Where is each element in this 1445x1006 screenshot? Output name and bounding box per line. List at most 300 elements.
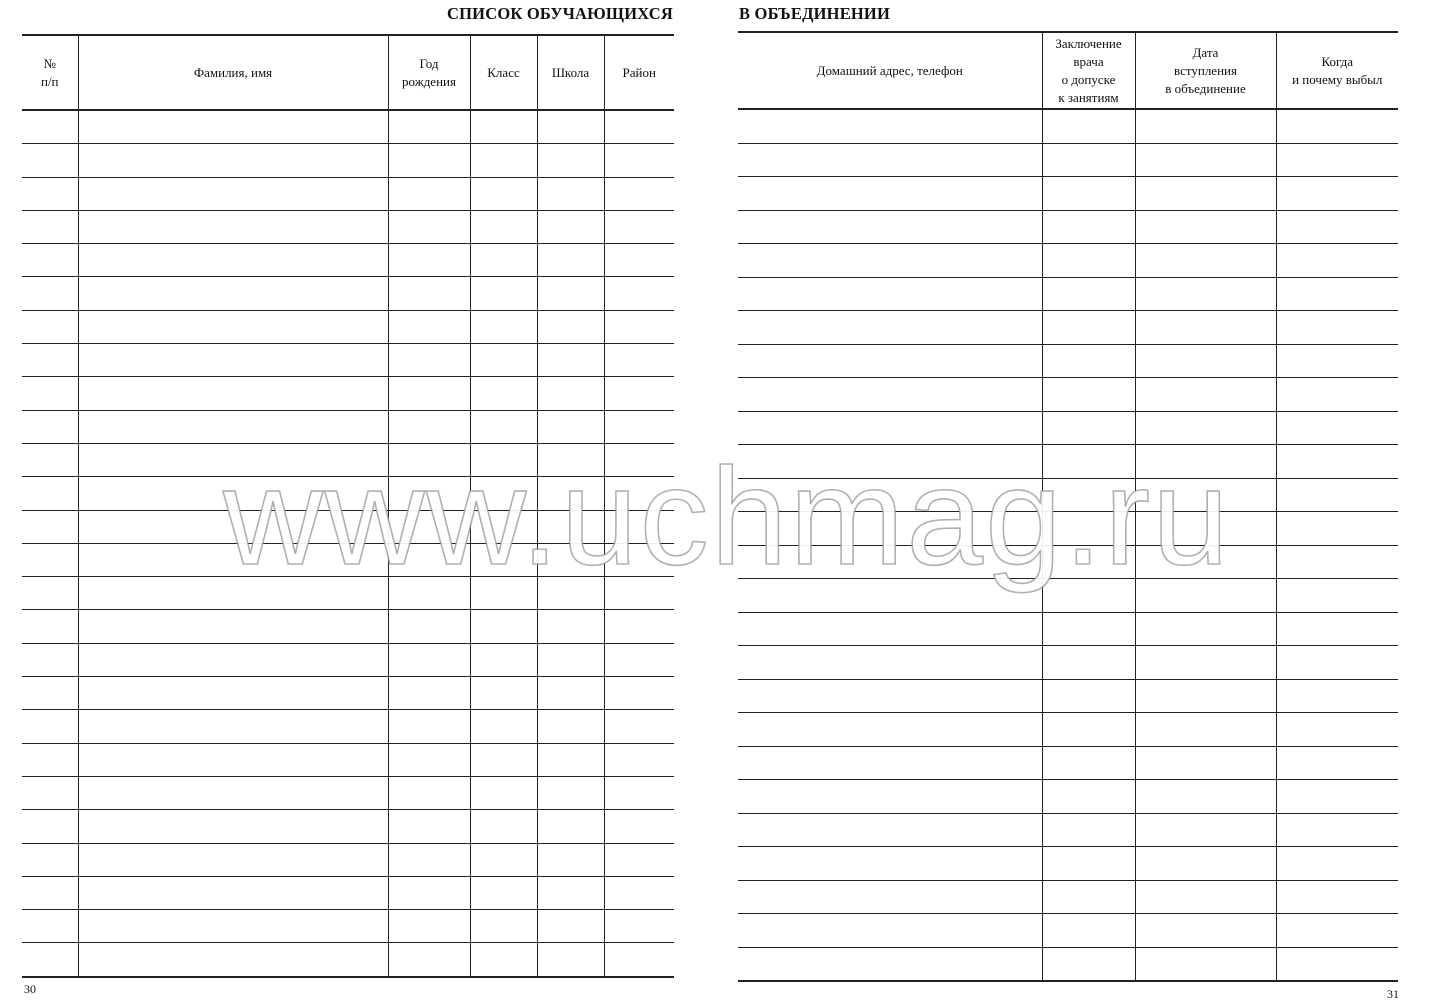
cell-class: [470, 943, 537, 977]
cell-district: [604, 510, 674, 543]
cell-school: [537, 643, 604, 676]
cell-district: [604, 144, 674, 177]
table-row: [22, 943, 674, 977]
cell-name: [78, 776, 388, 809]
table-row: [22, 244, 674, 277]
cell-class: [470, 277, 537, 310]
table-row: [738, 813, 1398, 847]
cell-doctor: [1042, 344, 1135, 378]
table-row: [22, 110, 674, 144]
table-row: [738, 177, 1398, 211]
right-page: [700, 0, 1445, 1006]
table-row: [738, 244, 1398, 278]
cell-district: [604, 677, 674, 710]
cell-name: [78, 810, 388, 843]
cell-doctor: [1042, 177, 1135, 211]
cell-num: [22, 244, 78, 277]
cell-birth-year: [388, 443, 470, 476]
cell-birth-year: [388, 144, 470, 177]
cell-join-date: [1135, 109, 1276, 143]
table-header-row: [738, 32, 1398, 109]
cell-name: [78, 643, 388, 676]
cell-num: [22, 577, 78, 610]
cell-num: [22, 210, 78, 243]
page-title-left: СПИСОК ОБУЧАЮЩИХСЯ: [447, 4, 673, 23]
cell-left-reason: [1276, 679, 1398, 713]
cell-district: [604, 344, 674, 377]
cell-class: [470, 510, 537, 543]
cell-class: [470, 710, 537, 743]
cell-doctor: [1042, 277, 1135, 311]
cell-join-date: [1135, 679, 1276, 713]
table-row: [738, 478, 1398, 512]
cell-doctor: [1042, 612, 1135, 646]
cell-class: [470, 110, 537, 144]
cell-address: [738, 512, 1042, 546]
cell-address: [738, 210, 1042, 244]
cell-school: [537, 910, 604, 943]
cell-doctor: [1042, 880, 1135, 914]
table-row: [738, 713, 1398, 747]
cell-class: [470, 843, 537, 876]
cell-join-date: [1135, 277, 1276, 311]
cell-class: [470, 643, 537, 676]
table-row: [22, 344, 674, 377]
cell-doctor: [1042, 713, 1135, 747]
cell-birth-year: [388, 876, 470, 909]
cell-class: [470, 677, 537, 710]
cell-left-reason: [1276, 713, 1398, 747]
table-row: [22, 310, 674, 343]
cell-district: [604, 643, 674, 676]
cell-class: [470, 477, 537, 510]
table-row: [738, 646, 1398, 680]
cell-address: [738, 378, 1042, 412]
table-row: [22, 177, 674, 210]
cell-district: [604, 543, 674, 576]
cell-class: [470, 577, 537, 610]
col-header-school: Школа: [537, 35, 604, 110]
cell-school: [537, 677, 604, 710]
cell-name: [78, 710, 388, 743]
cell-class: [470, 610, 537, 643]
cell-school: [537, 843, 604, 876]
cell-join-date: [1135, 579, 1276, 613]
cell-birth-year: [388, 743, 470, 776]
cell-name: [78, 443, 388, 476]
cell-birth-year: [388, 477, 470, 510]
cell-birth-year: [388, 776, 470, 809]
cell-school: [537, 510, 604, 543]
cell-name: [78, 177, 388, 210]
cell-num: [22, 377, 78, 410]
col-header-num: № п/п: [22, 35, 78, 110]
cell-address: [738, 579, 1042, 613]
cell-district: [604, 876, 674, 909]
page-title-right: В ОБЪЕДИНЕНИИ: [739, 4, 891, 23]
table-row: [738, 914, 1398, 948]
table-row: [738, 378, 1398, 412]
cell-class: [470, 310, 537, 343]
cell-district: [604, 776, 674, 809]
cell-birth-year: [388, 910, 470, 943]
cell-class: [470, 876, 537, 909]
cell-doctor: [1042, 210, 1135, 244]
cell-birth-year: [388, 643, 470, 676]
cell-num: [22, 177, 78, 210]
cell-name: [78, 377, 388, 410]
cell-num: [22, 110, 78, 144]
table-row: [738, 880, 1398, 914]
cell-address: [738, 545, 1042, 579]
cell-left-reason: [1276, 210, 1398, 244]
cell-birth-year: [388, 344, 470, 377]
cell-name: [78, 344, 388, 377]
cell-num: [22, 843, 78, 876]
cell-birth-year: [388, 677, 470, 710]
table-row: [22, 876, 674, 909]
cell-school: [537, 244, 604, 277]
cell-left-reason: [1276, 344, 1398, 378]
table-row: [22, 543, 674, 576]
cell-address: [738, 109, 1042, 143]
table-row: [738, 947, 1398, 981]
table-row: [738, 109, 1398, 143]
page-number-right: 31: [1387, 987, 1399, 1001]
cell-name: [78, 910, 388, 943]
cell-join-date: [1135, 914, 1276, 948]
cell-school: [537, 776, 604, 809]
col-header-district: Район: [604, 35, 674, 110]
cell-address: [738, 646, 1042, 680]
cell-doctor: [1042, 311, 1135, 345]
cell-address: [738, 813, 1042, 847]
table-row: [22, 443, 674, 476]
table-row: [22, 210, 674, 243]
cell-join-date: [1135, 813, 1276, 847]
cell-name: [78, 410, 388, 443]
cell-address: [738, 411, 1042, 445]
cell-num: [22, 543, 78, 576]
cell-school: [537, 144, 604, 177]
table-row: [738, 679, 1398, 713]
cell-left-reason: [1276, 512, 1398, 546]
table-row: [22, 910, 674, 943]
table-row: [738, 545, 1398, 579]
table-row: [22, 510, 674, 543]
table-row: [738, 311, 1398, 345]
cell-address: [738, 780, 1042, 814]
cell-left-reason: [1276, 244, 1398, 278]
cell-left-reason: [1276, 177, 1398, 211]
cell-join-date: [1135, 847, 1276, 881]
cell-join-date: [1135, 545, 1276, 579]
table-row: [22, 677, 674, 710]
cell-school: [537, 277, 604, 310]
col-header-join-date: Дата вступления в объединение: [1135, 32, 1276, 109]
cell-doctor: [1042, 143, 1135, 177]
cell-class: [470, 776, 537, 809]
table-row: [22, 843, 674, 876]
cell-name: [78, 277, 388, 310]
cell-birth-year: [388, 244, 470, 277]
cell-birth-year: [388, 943, 470, 977]
cell-num: [22, 677, 78, 710]
col-header-class: Класс: [470, 35, 537, 110]
students-table-left: [22, 34, 674, 978]
cell-left-reason: [1276, 813, 1398, 847]
cell-left-reason: [1276, 109, 1398, 143]
cell-school: [537, 543, 604, 576]
cell-school: [537, 610, 604, 643]
cell-class: [470, 244, 537, 277]
cell-school: [537, 876, 604, 909]
cell-join-date: [1135, 478, 1276, 512]
cell-birth-year: [388, 177, 470, 210]
cell-join-date: [1135, 244, 1276, 278]
cell-left-reason: [1276, 612, 1398, 646]
table-row: [738, 746, 1398, 780]
cell-school: [537, 344, 604, 377]
table-row: [22, 144, 674, 177]
cell-class: [470, 910, 537, 943]
cell-join-date: [1135, 646, 1276, 680]
cell-join-date: [1135, 612, 1276, 646]
students-table-right: [738, 31, 1398, 982]
col-header-left-reason: Когда и почему выбыл: [1276, 32, 1398, 109]
cell-class: [470, 743, 537, 776]
cell-school: [537, 310, 604, 343]
cell-join-date: [1135, 177, 1276, 211]
cell-address: [738, 244, 1042, 278]
table-row: [22, 277, 674, 310]
cell-doctor: [1042, 445, 1135, 479]
cell-birth-year: [388, 610, 470, 643]
cell-address: [738, 713, 1042, 747]
cell-left-reason: [1276, 545, 1398, 579]
cell-doctor: [1042, 545, 1135, 579]
cell-left-reason: [1276, 780, 1398, 814]
table-row: [738, 210, 1398, 244]
cell-class: [470, 144, 537, 177]
table-row: [738, 445, 1398, 479]
cell-join-date: [1135, 311, 1276, 345]
cell-left-reason: [1276, 311, 1398, 345]
col-header-address: Домашний адрес, телефон: [738, 32, 1042, 109]
cell-district: [604, 210, 674, 243]
cell-num: [22, 610, 78, 643]
table-row: [738, 780, 1398, 814]
cell-name: [78, 477, 388, 510]
cell-left-reason: [1276, 646, 1398, 680]
cell-school: [537, 477, 604, 510]
cell-join-date: [1135, 512, 1276, 546]
cell-birth-year: [388, 710, 470, 743]
cell-address: [738, 344, 1042, 378]
cell-name: [78, 543, 388, 576]
cell-join-date: [1135, 378, 1276, 412]
cell-left-reason: [1276, 478, 1398, 512]
cell-left-reason: [1276, 411, 1398, 445]
cell-doctor: [1042, 378, 1135, 412]
cell-school: [537, 943, 604, 977]
cell-name: [78, 943, 388, 977]
cell-join-date: [1135, 780, 1276, 814]
cell-school: [537, 577, 604, 610]
cell-school: [537, 410, 604, 443]
cell-join-date: [1135, 947, 1276, 981]
cell-join-date: [1135, 411, 1276, 445]
cell-name: [78, 677, 388, 710]
cell-num: [22, 410, 78, 443]
table-row: [22, 577, 674, 610]
cell-num: [22, 776, 78, 809]
cell-address: [738, 746, 1042, 780]
cell-num: [22, 943, 78, 977]
cell-address: [738, 847, 1042, 881]
cell-address: [738, 478, 1042, 512]
cell-left-reason: [1276, 579, 1398, 613]
cell-district: [604, 710, 674, 743]
table-row: [738, 277, 1398, 311]
cell-left-reason: [1276, 445, 1398, 479]
cell-birth-year: [388, 510, 470, 543]
cell-join-date: [1135, 344, 1276, 378]
cell-birth-year: [388, 543, 470, 576]
cell-join-date: [1135, 445, 1276, 479]
cell-name: [78, 110, 388, 144]
cell-doctor: [1042, 947, 1135, 981]
cell-name: [78, 610, 388, 643]
cell-join-date: [1135, 746, 1276, 780]
cell-class: [470, 810, 537, 843]
cell-district: [604, 277, 674, 310]
cell-left-reason: [1276, 947, 1398, 981]
cell-district: [604, 443, 674, 476]
cell-district: [604, 577, 674, 610]
cell-name: [78, 510, 388, 543]
table-row: [22, 643, 674, 676]
col-header-birth-year: Год рождения: [388, 35, 470, 110]
cell-num: [22, 144, 78, 177]
cell-num: [22, 477, 78, 510]
table-row: [738, 344, 1398, 378]
cell-num: [22, 743, 78, 776]
cell-school: [537, 210, 604, 243]
cell-num: [22, 443, 78, 476]
cell-birth-year: [388, 577, 470, 610]
table-row: [22, 477, 674, 510]
cell-address: [738, 143, 1042, 177]
cell-district: [604, 110, 674, 144]
cell-class: [470, 410, 537, 443]
cell-school: [537, 443, 604, 476]
cell-left-reason: [1276, 143, 1398, 177]
cell-school: [537, 377, 604, 410]
cell-doctor: [1042, 813, 1135, 847]
table-row: [22, 610, 674, 643]
cell-birth-year: [388, 210, 470, 243]
cell-name: [78, 144, 388, 177]
col-header-doctor: Заключение врача о допуске к занятиям: [1042, 32, 1135, 109]
cell-left-reason: [1276, 914, 1398, 948]
cell-address: [738, 177, 1042, 211]
table-row: [738, 411, 1398, 445]
cell-address: [738, 445, 1042, 479]
cell-num: [22, 876, 78, 909]
cell-join-date: [1135, 210, 1276, 244]
cell-num: [22, 344, 78, 377]
cell-doctor: [1042, 244, 1135, 278]
cell-address: [738, 277, 1042, 311]
watermark: www.uchmag.ru: [223, 440, 1231, 594]
cell-name: [78, 876, 388, 909]
cell-join-date: [1135, 713, 1276, 747]
cell-birth-year: [388, 310, 470, 343]
cell-name: [78, 843, 388, 876]
cell-district: [604, 943, 674, 977]
table-row: [738, 512, 1398, 546]
cell-left-reason: [1276, 746, 1398, 780]
cell-num: [22, 710, 78, 743]
table-row: [22, 776, 674, 809]
cell-left-reason: [1276, 378, 1398, 412]
cell-school: [537, 810, 604, 843]
cell-school: [537, 110, 604, 144]
table-row: [738, 143, 1398, 177]
cell-doctor: [1042, 679, 1135, 713]
cell-class: [470, 377, 537, 410]
table-row: [22, 377, 674, 410]
cell-num: [22, 643, 78, 676]
cell-join-date: [1135, 143, 1276, 177]
table-row: [738, 612, 1398, 646]
cell-district: [604, 377, 674, 410]
table-row: [22, 710, 674, 743]
cell-address: [738, 880, 1042, 914]
table-row: [738, 847, 1398, 881]
cell-district: [604, 410, 674, 443]
cell-class: [470, 344, 537, 377]
cell-doctor: [1042, 109, 1135, 143]
cell-school: [537, 177, 604, 210]
cell-birth-year: [388, 377, 470, 410]
cell-school: [537, 710, 604, 743]
cell-doctor: [1042, 478, 1135, 512]
cell-birth-year: [388, 810, 470, 843]
cell-birth-year: [388, 110, 470, 144]
cell-name: [78, 310, 388, 343]
cell-class: [470, 210, 537, 243]
cell-district: [604, 810, 674, 843]
cell-doctor: [1042, 512, 1135, 546]
cell-birth-year: [388, 843, 470, 876]
table-row: [22, 810, 674, 843]
table-header-row: [22, 35, 674, 110]
cell-district: [604, 610, 674, 643]
cell-name: [78, 743, 388, 776]
cell-doctor: [1042, 746, 1135, 780]
cell-district: [604, 843, 674, 876]
col-header-name: Фамилия, имя: [78, 35, 388, 110]
left-page: [0, 0, 700, 1006]
cell-num: [22, 910, 78, 943]
cell-join-date: [1135, 880, 1276, 914]
cell-num: [22, 277, 78, 310]
cell-left-reason: [1276, 847, 1398, 881]
cell-address: [738, 679, 1042, 713]
cell-doctor: [1042, 780, 1135, 814]
